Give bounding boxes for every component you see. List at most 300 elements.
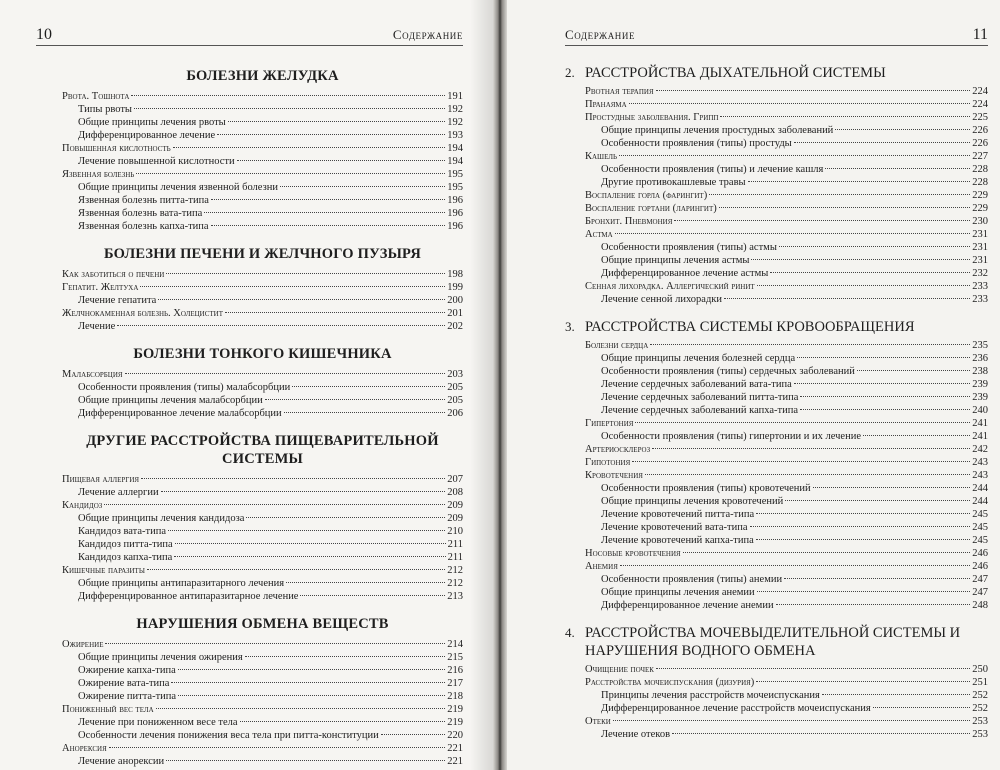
dot-leader <box>136 173 445 174</box>
entry-page: 202 <box>447 321 463 332</box>
entry-title: Дифференцированное антипаразитарное лечение <box>78 591 299 602</box>
entry-page: 200 <box>447 295 463 306</box>
entry-title: Пониженный вес тела <box>62 704 154 715</box>
toc-entry[interactable] <box>585 676 988 689</box>
entry-title: Общие принципы лечения кандидоза <box>78 513 245 524</box>
toc-entry[interactable] <box>62 638 463 651</box>
entry-page: 242 <box>972 444 988 455</box>
toc-entry[interactable] <box>62 703 463 716</box>
entry-title: Особенности проявления (типы) простуды <box>601 138 792 149</box>
toc-entry[interactable] <box>585 280 988 293</box>
toc-entry[interactable] <box>62 168 463 181</box>
entry-page: 245 <box>972 509 988 520</box>
dot-leader <box>800 409 970 410</box>
dot-leader <box>756 539 970 540</box>
dot-leader <box>800 396 970 397</box>
section-heading: БОЛЕЗНИ ЖЕЛУДКА <box>186 68 339 84</box>
toc-entry[interactable] <box>62 394 463 407</box>
toc-entry[interactable] <box>585 137 988 150</box>
entry-page: 199 <box>447 282 463 293</box>
entry-title: Лечение кровотечений питта-типа <box>601 509 755 520</box>
entry-page: 247 <box>972 587 988 598</box>
entry-page: 209 <box>447 513 463 524</box>
toc-entry[interactable] <box>585 241 988 254</box>
entry-title: Общие принципы антипаразитарного лечения <box>78 578 285 589</box>
entry-title: Лечение сердечных заболеваний вата-типа <box>601 379 792 390</box>
entry-page: 213 <box>447 591 463 602</box>
entry-page: 194 <box>447 156 463 167</box>
dot-leader <box>109 747 446 748</box>
toc-entry[interactable] <box>585 365 988 378</box>
entry-title: Воспаление горла (фарингит) <box>585 190 708 201</box>
entry-title: Особенности проявления (типы) гипертонии и их лечение <box>601 431 861 442</box>
entry-title: Ожирение <box>62 639 104 650</box>
entry-title: Ожирение вата-типа <box>78 678 170 689</box>
entry-title: Общие принципы лечения болезней сердца <box>601 353 796 364</box>
entry-page: 206 <box>447 408 463 419</box>
toc-entry[interactable] <box>585 495 988 508</box>
dot-leader <box>158 299 445 300</box>
entry-page: 236 <box>972 353 988 364</box>
entry-page: 217 <box>447 678 463 689</box>
entry-title: Желчнокаменная болезнь. Холецистит <box>62 308 223 319</box>
dot-leader <box>217 134 445 135</box>
dot-leader <box>117 325 445 326</box>
entry-page: 203 <box>447 369 463 380</box>
toc-entry[interactable] <box>62 499 463 512</box>
entry-title: Как заботиться о печени <box>62 269 165 280</box>
toc-entry[interactable] <box>62 320 463 333</box>
toc-entry[interactable] <box>585 547 988 560</box>
toc-entry[interactable] <box>62 651 463 664</box>
entry-page: 198 <box>447 269 463 280</box>
toc-entry[interactable] <box>62 564 463 577</box>
dot-leader <box>620 565 970 566</box>
toc-entry[interactable] <box>585 202 988 215</box>
dot-leader <box>770 272 970 273</box>
toc-entry[interactable] <box>585 521 988 534</box>
entry-title: Особенности проявления (типы) сердечных заболеваний <box>601 366 855 377</box>
dot-leader <box>785 500 970 501</box>
entry-title: Общие принципы лечения малабсорбции <box>78 395 263 406</box>
toc-entry[interactable] <box>585 430 988 443</box>
entry-page: 225 <box>972 112 988 123</box>
dot-leader <box>797 357 970 358</box>
toc-entry[interactable] <box>585 339 988 352</box>
toc-entry[interactable] <box>585 663 988 676</box>
entry-page: 221 <box>447 743 463 754</box>
entry-title: Ожирение капха-типа <box>78 665 176 676</box>
entry-title: Лечение при пониженном весе тела <box>78 717 238 728</box>
entry-page: 248 <box>972 600 988 611</box>
toc-list <box>62 268 463 333</box>
entry-page: 243 <box>972 457 988 468</box>
entry-title: Язвенная болезнь вата-типа <box>78 208 203 219</box>
dot-leader <box>813 487 971 488</box>
entry-title: Общие принципы лечения простудных заболеваний <box>601 125 834 136</box>
toc-entry[interactable] <box>585 111 988 124</box>
dot-leader <box>794 383 971 384</box>
entry-page: 252 <box>972 690 988 701</box>
entry-page: 192 <box>447 104 463 115</box>
entry-title: Лечение анорексии <box>78 756 165 767</box>
entry-page: 192 <box>447 117 463 128</box>
entry-title: Кандидоз питта-типа <box>78 539 173 550</box>
entry-page: 205 <box>447 382 463 393</box>
entry-title: Общие принципы лечения рвоты <box>78 117 226 128</box>
dot-leader <box>131 95 445 96</box>
toc-entry[interactable] <box>62 220 463 233</box>
toc-entry[interactable] <box>62 368 463 381</box>
entry-page: 233 <box>972 281 988 292</box>
toc-entry[interactable] <box>585 293 988 306</box>
entry-title: Сенная лихорадка. Аллергический ринит <box>585 281 755 292</box>
toc-entry[interactable] <box>62 294 463 307</box>
toc-entry[interactable] <box>62 473 463 486</box>
toc-entry[interactable] <box>62 281 463 294</box>
dot-leader <box>776 604 971 605</box>
entry-page: 253 <box>972 729 988 740</box>
entry-page: 214 <box>447 639 463 650</box>
entry-title: Кашель <box>585 151 618 162</box>
entry-title: Особенности проявления (типы) анемии <box>601 574 783 585</box>
toc-entry[interactable] <box>585 702 988 715</box>
entry-page: 251 <box>972 677 988 688</box>
dot-leader <box>825 168 970 169</box>
entry-title: Особенности проявления (типы) астмы <box>601 242 777 253</box>
toc-entry[interactable] <box>62 677 463 690</box>
toc-entry[interactable] <box>585 417 988 430</box>
entry-title: Другие противокашлевые травы <box>601 177 746 188</box>
dot-leader <box>835 129 970 130</box>
dot-leader <box>381 734 445 735</box>
dot-leader <box>105 643 445 644</box>
entry-page: 241 <box>972 418 988 429</box>
section-number: 3. <box>565 319 575 334</box>
dot-leader <box>748 181 971 182</box>
entry-title: Лечение кровотечений вата-типа <box>601 522 748 533</box>
section-heading: НАРУШЕНИЯ ОБМЕНА ВЕЩЕСТВ <box>136 616 389 632</box>
running-header <box>36 26 463 46</box>
entry-page: 239 <box>972 392 988 403</box>
page-number: 11 <box>972 26 988 43</box>
toc-list <box>585 85 988 306</box>
entry-title: Отеки <box>585 716 611 727</box>
dot-leader <box>873 707 971 708</box>
entry-page: 226 <box>972 125 988 136</box>
entry-page: 253 <box>972 716 988 727</box>
entry-title: Кандидоз вата-типа <box>78 526 167 537</box>
toc-entry[interactable] <box>585 482 988 495</box>
toc-list <box>62 368 463 420</box>
section-heading: ДРУГИЕ РАССТРОЙСТВА ПИЩЕВАРИТЕЛЬНОЙ СИСТЕМЫ <box>86 433 439 467</box>
dot-leader <box>140 286 445 287</box>
entry-page: 211 <box>447 552 463 563</box>
dot-leader <box>650 344 970 345</box>
toc-entry[interactable] <box>62 103 463 116</box>
right-page <box>507 0 1000 770</box>
dot-leader <box>284 412 446 413</box>
entry-page: 196 <box>447 221 463 232</box>
entry-page: 231 <box>972 229 988 240</box>
entry-title: Принципы лечения расстройств мочеиспускания <box>601 690 820 701</box>
dot-leader <box>709 194 970 195</box>
toc-entry[interactable] <box>585 254 988 267</box>
dot-leader <box>784 578 970 579</box>
entry-page: 196 <box>447 208 463 219</box>
dot-leader <box>756 681 970 682</box>
entry-page: 245 <box>972 522 988 533</box>
toc-entry[interactable] <box>62 90 463 103</box>
entry-title: Кровотечения <box>585 470 643 481</box>
toc-list <box>585 663 988 741</box>
toc-entry[interactable] <box>62 142 463 155</box>
dot-leader <box>178 695 445 696</box>
toc-entry[interactable] <box>585 534 988 547</box>
entry-page: 212 <box>447 565 463 576</box>
toc-entry[interactable] <box>62 381 463 394</box>
toc-entry[interactable] <box>62 690 463 703</box>
entry-title: Дифференцированное лечение анемии <box>601 600 774 611</box>
dot-leader <box>656 668 970 669</box>
toc-entry[interactable] <box>62 590 463 603</box>
entry-page: 211 <box>447 539 463 550</box>
entry-title: Лечение сердечных заболеваний капха-типа <box>601 405 799 416</box>
entry-title: Очищение почек <box>585 664 654 675</box>
entry-page: 195 <box>447 169 463 180</box>
entry-page: 229 <box>972 203 988 214</box>
entry-title: Рвотная терапия <box>585 86 654 97</box>
toc-entry[interactable] <box>62 551 463 564</box>
toc-entry[interactable] <box>62 207 463 220</box>
dot-leader <box>632 461 970 462</box>
entry-page: 232 <box>972 268 988 279</box>
entry-page: 209 <box>447 500 463 511</box>
entry-page: 228 <box>972 164 988 175</box>
dot-leader <box>794 142 971 143</box>
entry-title: Воспаление гортани (ларингит) <box>585 203 717 214</box>
toc-list <box>62 638 463 768</box>
entry-title: Бронхит. Пневмония <box>585 216 673 227</box>
entry-page: 221 <box>447 756 463 767</box>
toc-entry[interactable] <box>585 176 988 189</box>
entry-page: 207 <box>447 474 463 485</box>
toc-entry[interactable] <box>62 116 463 129</box>
dot-leader <box>104 504 445 505</box>
entry-page: 216 <box>447 665 463 676</box>
toc-entry[interactable] <box>585 150 988 163</box>
toc-entry[interactable] <box>62 407 463 420</box>
entry-title: Общие принципы лечения анемии <box>601 587 755 598</box>
toc-entry[interactable] <box>585 404 988 417</box>
toc-entry[interactable] <box>585 560 988 573</box>
entry-page: 247 <box>972 574 988 585</box>
toc-entry[interactable] <box>585 599 988 612</box>
entry-page: 230 <box>972 216 988 227</box>
toc-entry[interactable] <box>585 189 988 202</box>
toc-entry[interactable] <box>585 85 988 98</box>
dot-leader <box>300 595 445 596</box>
entry-page: 201 <box>447 308 463 319</box>
dot-leader <box>751 259 970 260</box>
dot-leader <box>674 220 970 221</box>
entry-title: Особенности проявления (типы) и лечение кашля <box>601 164 824 175</box>
entry-page: 224 <box>972 86 988 97</box>
entry-page: 235 <box>972 340 988 351</box>
toc-entry[interactable] <box>62 181 463 194</box>
dot-leader <box>757 285 971 286</box>
entry-title: Лечение аллергии <box>78 487 159 498</box>
entry-title: Анорексия <box>62 743 107 754</box>
dot-leader <box>175 543 446 544</box>
entry-page: 205 <box>447 395 463 406</box>
dot-leader <box>656 90 971 91</box>
toc-list <box>62 90 463 233</box>
entry-title: Особенности лечения понижения веса тела при питта-конституции <box>78 730 379 741</box>
entry-page: 233 <box>972 294 988 305</box>
entry-title: Лечение гепатита <box>78 295 157 306</box>
entry-page: 196 <box>447 195 463 206</box>
section-title: РАССТРОЙСТВА СИСТЕМЫ КРОВООБРАЩЕНИЯ <box>585 319 915 335</box>
dot-leader <box>166 273 445 274</box>
entry-title: Лечение <box>78 321 116 332</box>
section-heading <box>565 64 988 82</box>
entry-page: 193 <box>447 130 463 141</box>
toc-entry[interactable] <box>62 194 463 207</box>
entry-page: 238 <box>972 366 988 377</box>
entry-title: Лечение сенной лихорадки <box>601 294 723 305</box>
entry-page: 219 <box>447 717 463 728</box>
toc-entry[interactable] <box>62 742 463 755</box>
toc-entry[interactable] <box>62 525 463 538</box>
toc-entry[interactable] <box>585 391 988 404</box>
toc-entry[interactable] <box>585 124 988 137</box>
entry-page: 219 <box>447 704 463 715</box>
section-number: 4. <box>565 625 575 640</box>
entry-page: 208 <box>447 487 463 498</box>
toc-entry[interactable] <box>585 586 988 599</box>
toc-entry[interactable] <box>62 538 463 551</box>
entry-title: Дифференцированное лечение <box>78 130 216 141</box>
entry-page: 246 <box>972 561 988 572</box>
entry-title: Простудные заболевания. Грипп <box>585 112 719 123</box>
dot-leader <box>645 474 970 475</box>
toc-entry[interactable] <box>62 755 463 768</box>
toc-entry[interactable] <box>62 716 463 729</box>
dot-leader <box>619 155 970 156</box>
dot-leader <box>652 448 970 449</box>
dot-leader <box>171 682 445 683</box>
toc-entry[interactable] <box>62 729 463 742</box>
toc-entry[interactable] <box>585 443 988 456</box>
dot-leader <box>719 207 970 208</box>
dot-leader <box>245 656 446 657</box>
running-title: Содержание <box>565 27 636 42</box>
dot-leader <box>156 708 446 709</box>
dot-leader <box>635 422 970 423</box>
toc-entry[interactable] <box>585 267 988 280</box>
toc-entry[interactable] <box>62 486 463 499</box>
dot-leader <box>280 186 445 187</box>
toc-entry[interactable] <box>585 728 988 741</box>
toc-entry[interactable] <box>585 215 988 228</box>
toc-entry[interactable] <box>62 307 463 320</box>
dot-leader <box>750 526 971 527</box>
entry-title: Пранаяма <box>585 99 627 110</box>
dot-leader <box>286 582 445 583</box>
toc-entry[interactable] <box>585 689 988 702</box>
section-heading: БОЛЕЗНИ ТОНКОГО КИШЕЧНИКА <box>133 346 392 362</box>
entry-title: Язвенная болезнь <box>62 169 135 180</box>
toc-entry[interactable] <box>585 573 988 586</box>
toc-entry[interactable] <box>585 352 988 365</box>
entry-title: Болезни сердца <box>585 340 649 351</box>
dot-leader <box>629 103 971 104</box>
entry-title: Язвенная болезнь капха-типа <box>78 221 209 232</box>
dot-leader <box>166 760 445 761</box>
toc-entry[interactable] <box>585 715 988 728</box>
dot-leader <box>204 212 445 213</box>
entry-page: 243 <box>972 470 988 481</box>
dot-leader <box>863 435 970 436</box>
toc-entry[interactable] <box>585 378 988 391</box>
toc-entry[interactable] <box>62 577 463 590</box>
entry-page: 218 <box>447 691 463 702</box>
dot-leader <box>240 721 446 722</box>
entry-page: 191 <box>447 91 463 102</box>
toc-entry[interactable] <box>585 163 988 176</box>
toc-entry[interactable] <box>585 228 988 241</box>
toc-entry[interactable] <box>585 508 988 521</box>
toc-entry[interactable] <box>585 469 988 482</box>
dot-leader <box>141 478 445 479</box>
toc-entry[interactable] <box>585 456 988 469</box>
entry-title: Общие принципы лечения астмы <box>601 255 750 266</box>
entry-page: 226 <box>972 138 988 149</box>
toc-entry[interactable] <box>62 129 463 142</box>
dot-leader <box>228 121 446 122</box>
entry-title: Дифференцированное лечение астмы <box>601 268 769 279</box>
entry-title: Особенности проявления (типы) кровотечений <box>601 483 811 494</box>
toc-entry[interactable] <box>585 98 988 111</box>
entry-page: 212 <box>447 578 463 589</box>
entry-title: Лечение повышенной кислотности <box>78 156 235 167</box>
running-header <box>565 26 988 46</box>
entry-page: 224 <box>972 99 988 110</box>
dot-leader <box>173 147 446 148</box>
dot-leader <box>265 399 445 400</box>
dot-leader <box>857 370 970 371</box>
toc-entry[interactable] <box>62 268 463 281</box>
entry-title: Пищевая аллергия <box>62 474 140 485</box>
toc-entry[interactable] <box>62 155 463 168</box>
dot-leader <box>178 669 446 670</box>
running-title: Содержание <box>392 27 463 42</box>
dot-leader <box>613 720 970 721</box>
entry-page: 240 <box>972 405 988 416</box>
section-title: РАССТРОЙСТВА ДЫХАТЕЛЬНОЙ СИСТЕМЫ <box>585 65 886 81</box>
toc-entry[interactable] <box>62 512 463 525</box>
toc-entry[interactable] <box>62 664 463 677</box>
entry-title: Лечение кровотечений капха-типа <box>601 535 754 546</box>
entry-title: Гипотония <box>585 457 631 468</box>
entry-title: Типы рвоты <box>78 104 132 115</box>
section-heading: БОЛЕЗНИ ПЕЧЕНИ И ЖЕЛЧНОГО ПУЗЫРЯ <box>103 246 422 262</box>
dot-leader <box>822 694 970 695</box>
entry-page: 215 <box>447 652 463 663</box>
left-page <box>0 0 493 770</box>
entry-title: Лечение отеков <box>601 729 671 740</box>
